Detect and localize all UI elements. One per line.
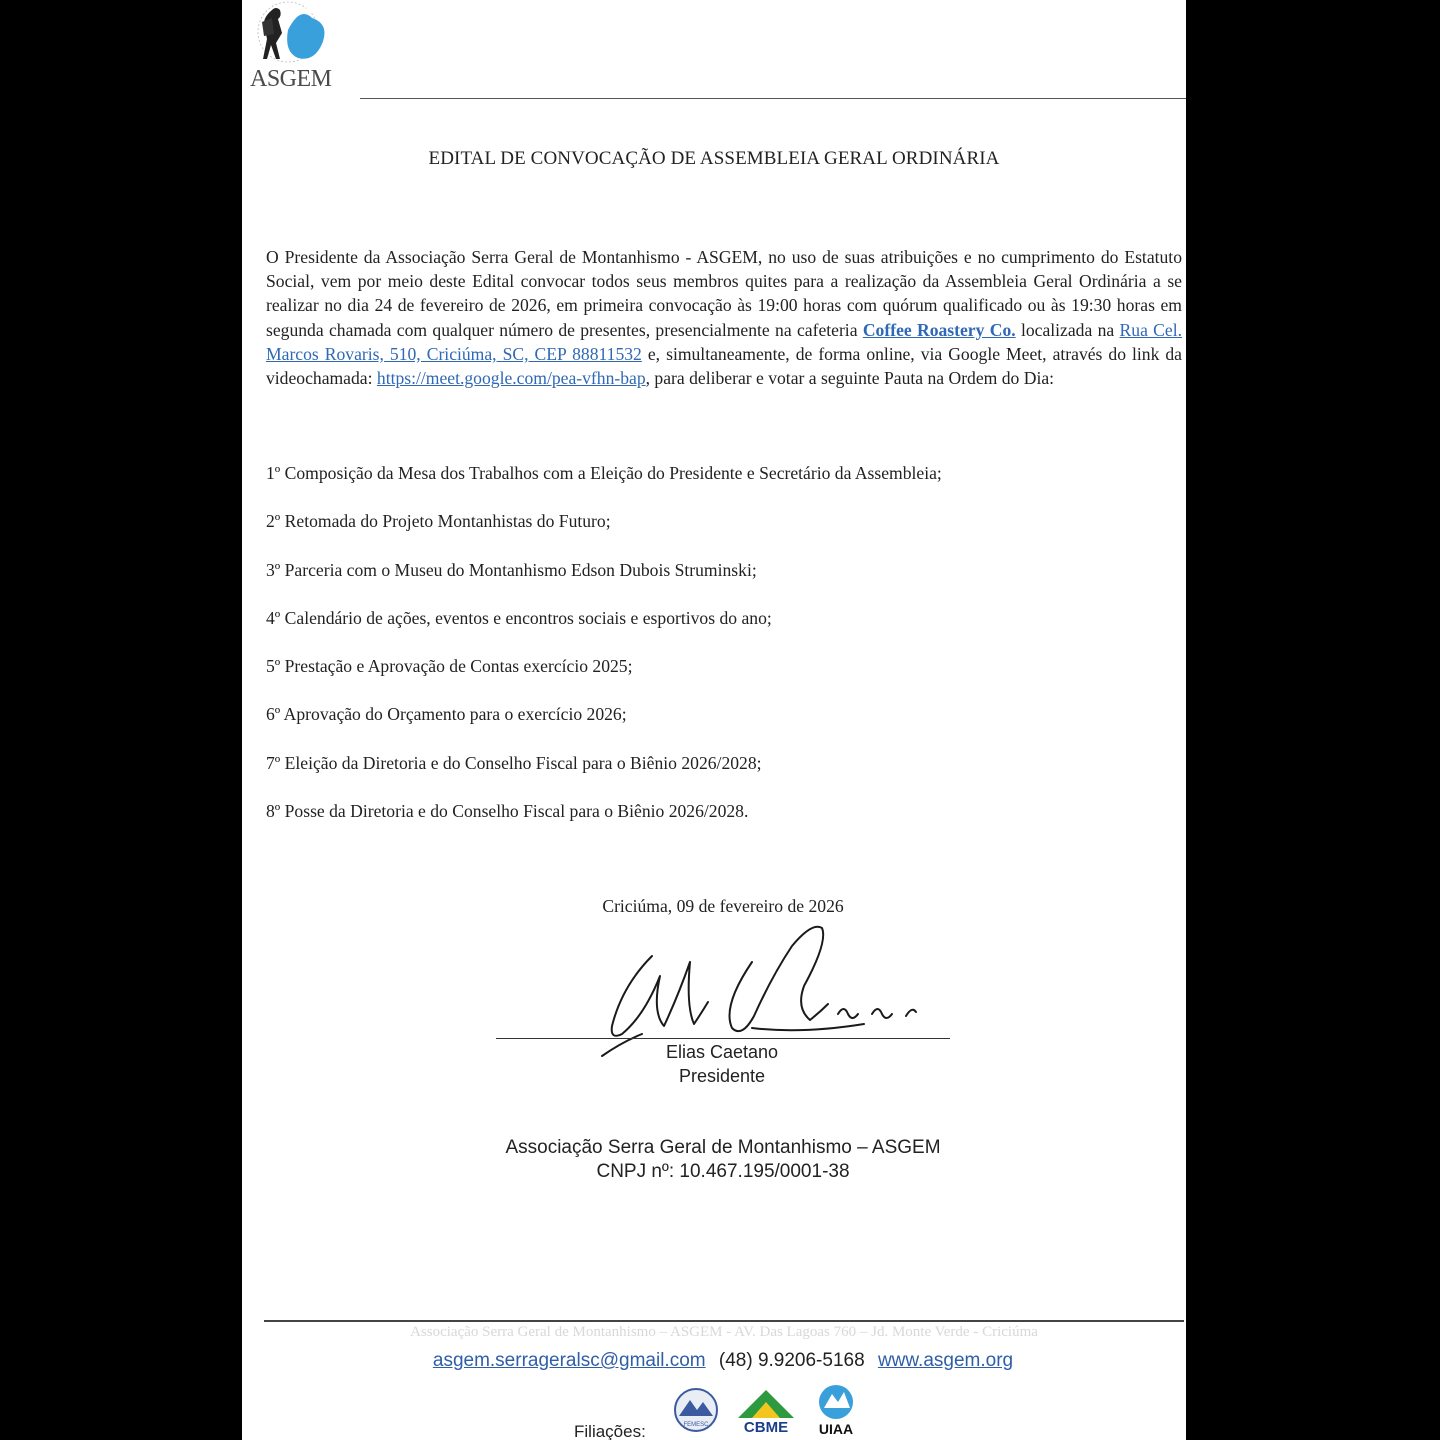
paragraph-text-4: , para deliberar e votar a seguinte Pauta na Ordem do Dia: [645,368,1055,389]
paragraph-text-3: e, simultaneamente, de forma online, via Google Meet, através do link da videochamada: [266,343,1182,389]
convocation-paragraph [266,245,1182,390]
femesc-logo-icon [670,1382,730,1440]
footer-address: Associação Serra Geral de Montanhismo – ASGEM - AV. Das Lagoas 760 – Jd. Monte Verde - Criciúma [410,1324,1038,1340]
paragraph-text-1: O Presidente da Associação Serra Geral de Montanhismo - ASGEM, no uso de suas atribuições e no cumprimento do Estatuto Social, vem por meio deste Edital convocar todos seus membros quites para a realização da Assembleia Geral Ordinária a se realizar no dia 24 de fevereiro de 2026, em primeira convocação às 19:00 horas com quórum qualificado ou às 19:30 horas em segunda chamada com qualquer número de presentes, presencialmente na cafeteria [266,247,1182,340]
signer-name: Elias Caetano [665,1042,779,1062]
uiaa-logo-icon [808,1382,868,1440]
logo-text: ASGEM [250,66,332,92]
agenda-item: 5º Prestação e Aprovação de Contas exercício 2025; [266,656,633,677]
agenda-item: 2º Retomada do Projeto Montanhistas do Futuro; [266,511,611,532]
cbme-logo-text: CBME [743,1419,789,1436]
organization-cnpj: CNPJ nº: 10.467.195/0001-38 [596,1161,850,1182]
website-link[interactable]: www.asgem.org [877,1350,1014,1371]
signer-role: Presidente [678,1066,766,1086]
femesc-logo-text: FEMESC [683,1422,709,1428]
document-page [242,0,1186,1440]
document-title: EDITAL DE CONVOCAÇÃO DE ASSEMBLEIA GERAL ORDINÁRIA [428,148,1000,169]
agenda-item: 6º Aprovação do Orçamento para o exercício 2026; [266,704,627,725]
email-link[interactable]: asgem.serrageralsc@gmail.com [432,1350,706,1371]
venue-link[interactable]: Coffee Roastery Co. [862,319,1016,340]
footer-contacts [242,1350,1186,1372]
paragraph-text-2: localizada na [1020,319,1115,340]
agenda-item: 8º Posse da Diretoria e do Conselho Fiscal para o Biênio 2026/2028. [266,801,749,822]
agenda-item: 1º Composição da Mesa dos Trabalhos com a Eleição do Presidente e Secretário da Assembleia; [266,463,942,483]
agenda-item: 4º Calendário de ações, eventos e encontros sociais e esportivos do ano; [266,607,772,628]
phone-number: (48) 9.9206-5168 [718,1350,865,1371]
address-link[interactable]: Rua Cel. Marcos Rovaris, 510, Criciúma, SC, CEP 88811532 [266,319,1183,364]
place-date: Criciúma, 09 de fevereiro de 2026 [602,896,844,916]
footer-rule [264,1320,1184,1322]
signature-line [496,1038,950,1039]
signer-block [622,1040,822,1088]
cbme-logo-icon [732,1382,802,1440]
agenda-item: 3º Parceria com o Museu do Montanhismo Edson Dubois Struminski; [266,559,757,580]
uiaa-logo-text: UIAA [818,1421,854,1437]
agenda-item: 7º Eleição da Diretoria e do Conselho Fiscal para o Biênio 2026/2028; [266,752,762,773]
organization-name: Associação Serra Geral de Montanhismo – ASGEM [505,1137,941,1158]
agenda-list [266,461,1166,847]
header-rule [360,98,1186,99]
meet-link[interactable]: https://meet.google.com/pea-vfhn-bap [376,368,646,389]
organization-block [242,1136,1186,1184]
affiliations-label: Filiações: [574,1422,646,1440]
